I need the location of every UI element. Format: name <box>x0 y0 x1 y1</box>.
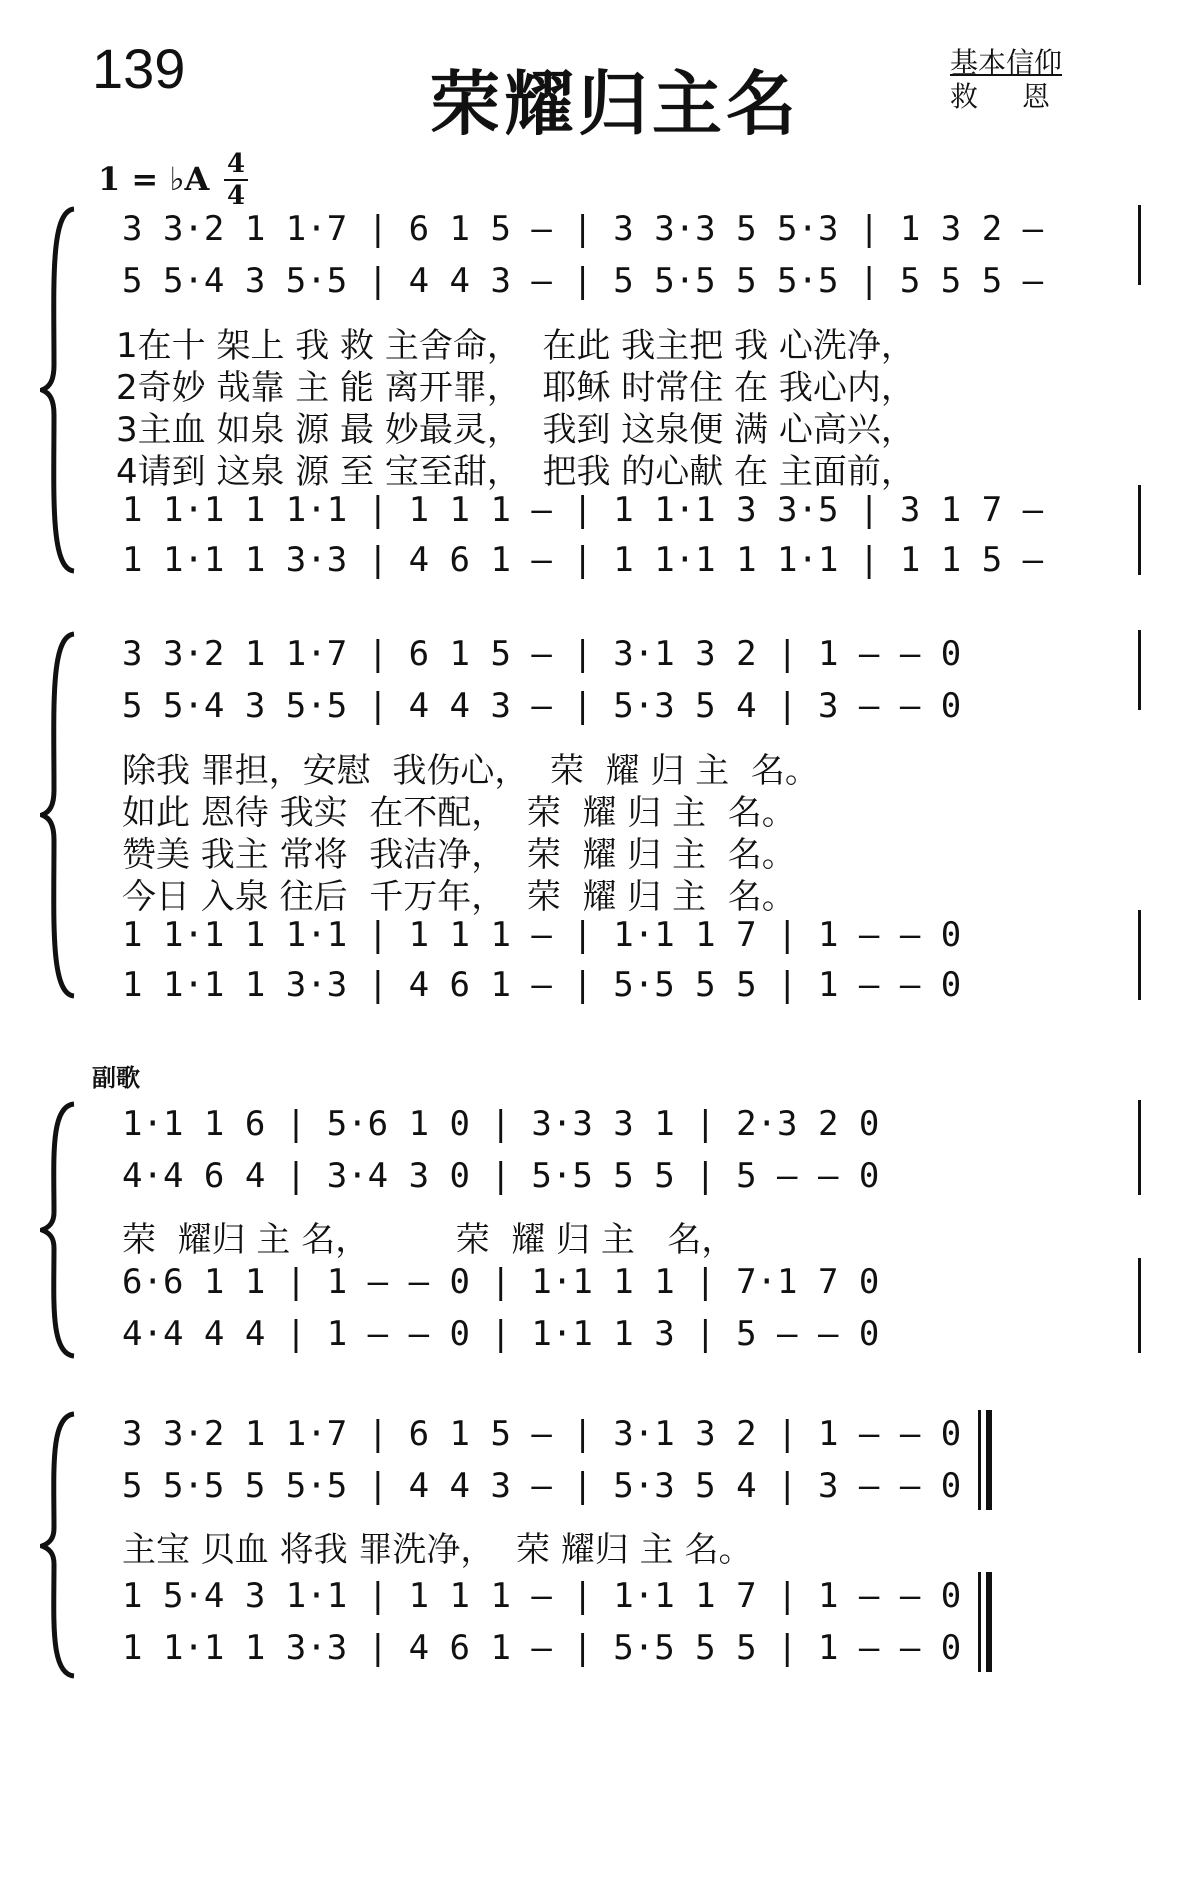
category-line-1: 基本信仰 <box>950 46 1063 79</box>
category <box>950 46 1094 114</box>
soprano-line: 3 3·2 1 1·7 | 6 1 5 — | 3·1 3 2 | 1 — — 0 <box>122 1414 962 1454</box>
category-line-2: 救恩 <box>950 80 1095 113</box>
bass-line: 1 1·1 1 3·3 | 4 6 1 — | 5·5 5 5 | 1 — — 0 <box>122 1628 962 1668</box>
bass-line: 4·4 4 4 | 1 — — 0 | 1·1 1 3 | 5 — — 0 <box>122 1314 880 1354</box>
alto-line: 5 5·4 3 5·5 | 4 4 3 — | 5 5·5 5 5·5 | 5 5 5 — <box>122 261 1044 301</box>
soprano-line: 1·1 1 6 | 5·6 1 0 | 3·3 3 1 | 2·3 2 0 <box>122 1104 880 1144</box>
system-3-chorus <box>40 1100 1160 1360</box>
time-bottom: 4 <box>226 181 246 211</box>
final-barline-thin <box>978 1410 981 1510</box>
chorus-lyrics: 荣 耀归 主 名， 荣 耀 归 主 名， <box>122 1220 736 1260</box>
verse-1-lyrics: 除我 罪担，安慰 我伤心， 荣 耀 归 主 名。 <box>122 751 819 791</box>
end-barline-lower <box>1138 485 1141 575</box>
system-1 <box>40 205 1160 580</box>
verse-2-lyrics: 如此 恩待 我实 在不配， 荣 耀 归 主 名。 <box>122 793 796 833</box>
verse-1-lyrics: 1在十 架上 我 救 主舍命， 在此 我主把 我 心洗净， <box>116 326 915 366</box>
system-brace <box>40 205 80 575</box>
final-barline-thick <box>986 1410 992 1510</box>
tenor-line: 1 1·1 1 1·1 | 1 1 1 — | 1·1 1 7 | 1 — — 0 <box>122 915 962 955</box>
final-barline-thin-lower <box>978 1572 981 1672</box>
key-signature: 1 = ♭A <box>98 160 210 198</box>
alto-line: 5 5·5 5 5·5 | 4 4 3 — | 5·3 5 4 | 3 — — 0 <box>122 1466 962 1506</box>
system-4 <box>40 1410 1160 1680</box>
tenor-line: 1 1·1 1 1·1 | 1 1 1 — | 1 1·1 3 3·5 | 3 1 7 — <box>122 490 1044 530</box>
end-barline <box>1138 1100 1141 1195</box>
verse-4-lyrics: 4请到 这泉 源 至 宝至甜， 把我 的心献 在 主面前， <box>116 452 915 492</box>
soprano-line: 3 3·2 1 1·7 | 6 1 5 — | 3·1 3 2 | 1 — — 0 <box>122 634 962 674</box>
end-barline-lower <box>1138 1258 1141 1353</box>
chorus-label: 副歌 <box>92 1063 140 1092</box>
end-barline <box>1138 630 1141 710</box>
alto-line: 4·4 6 4 | 3·4 3 0 | 5·5 5 5 | 5 — — 0 <box>122 1156 880 1196</box>
soprano-line: 3 3·2 1 1·7 | 6 1 5 — | 3 3·3 5 5·3 | 1 3 2 — <box>122 209 1044 249</box>
bass-line: 1 1·1 1 3·3 | 4 6 1 — | 1 1·1 1 1·1 | 1 1 5 — <box>122 540 1044 580</box>
verse-2-lyrics: 2奇妙 哉靠 主 能 离开罪， 耶稣 时常住 在 我心内， <box>116 368 915 408</box>
hymn-number: 139 <box>92 37 186 100</box>
final-lyrics: 主宝 贝血 将我 罪洗净， 荣 耀归 主 名。 <box>122 1530 753 1570</box>
final-barline-thick-lower <box>986 1572 992 1672</box>
end-barline-lower <box>1138 910 1141 1000</box>
system-brace <box>40 1100 80 1360</box>
system-2 <box>40 630 1160 1005</box>
tenor-line: 6·6 1 1 | 1 — — 0 | 1·1 1 1 | 7·1 7 0 <box>122 1262 880 1302</box>
verse-3-lyrics: 赞美 我主 常将 我洁净， 荣 耀 归 主 名。 <box>122 835 796 875</box>
tenor-line: 1 5·4 3 1·1 | 1 1 1 — | 1·1 1 7 | 1 — — 0 <box>122 1576 962 1616</box>
verse-4-lyrics: 今日 入泉 往后 千万年， 荣 耀 归 主 名。 <box>122 877 796 917</box>
bass-line: 1 1·1 1 3·3 | 4 6 1 — | 5·5 5 5 | 1 — — 0 <box>122 965 962 1005</box>
alto-line: 5 5·4 3 5·5 | 4 4 3 — | 5·3 5 4 | 3 — — 0 <box>122 686 962 726</box>
verse-3-lyrics: 3主血 如泉 源 最 妙最灵， 我到 这泉便 满 心高兴， <box>116 410 915 450</box>
system-brace <box>40 1410 80 1680</box>
time-top: 4 <box>226 149 246 179</box>
time-signature <box>222 150 250 210</box>
end-barline <box>1138 205 1141 285</box>
system-brace <box>40 630 80 1000</box>
hymn-title: 荣耀归主名 <box>430 63 800 145</box>
